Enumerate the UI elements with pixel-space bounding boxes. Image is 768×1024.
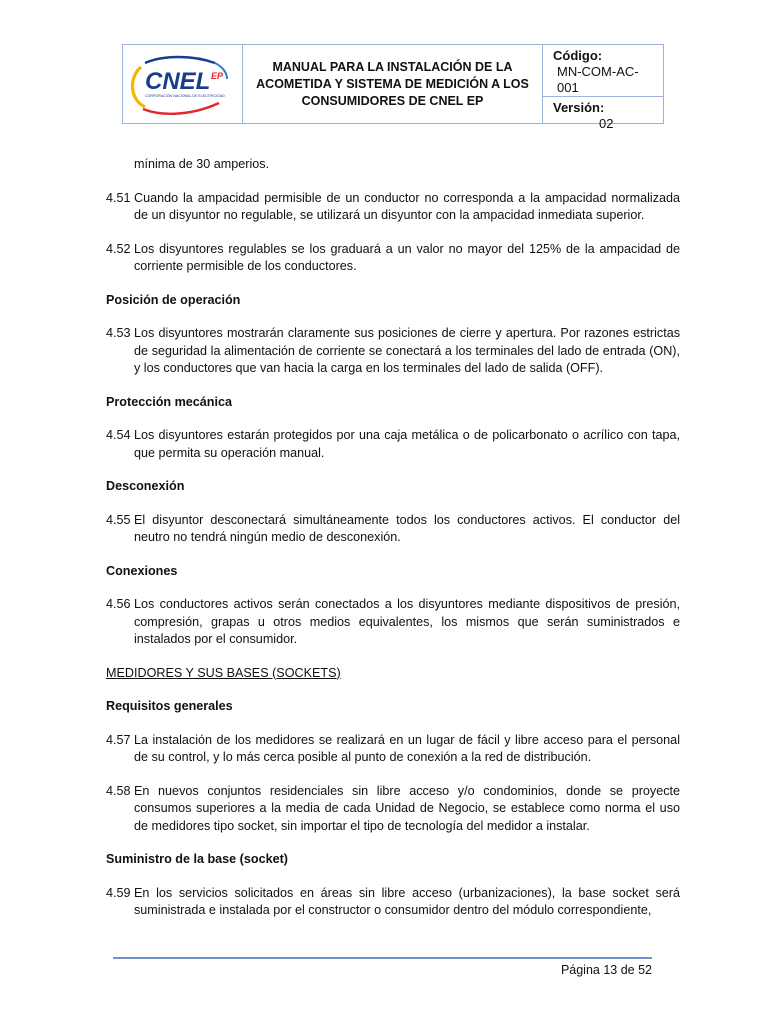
paragraph-number: 4.52 [106,241,131,256]
paragraph-text: La instalación de los medidores se realizará en un lugar de fácil y libre acceso para el personal de su control, y lo más cerca posible al punto de conexión a la red de distribución. [134,732,680,764]
paragraph-number: 4.55 [106,512,131,527]
document-body [106,156,680,936]
code-row [543,45,663,96]
document-header [122,44,664,131]
heading-proteccion: Protección mecánica [106,394,232,409]
cnel-logo [123,45,241,123]
heading-conexiones: Conexiones [106,563,178,578]
paragraph-text: Cuando la ampacidad permisible de un conductor no corresponda a la ampacidad normalizada de un disyuntor no regulable, se utilizará un disyuntor con la ampacidad inmediata superior. [134,190,680,222]
paragraph-text: Los disyuntores estarán protegidos por una caja metálica o de policarbonato o acrílico con tapa, que permita su operación manual. [134,428,680,460]
paragraph-4-52 [106,241,680,276]
code-value: MN-COM-AC-001 [557,64,639,95]
paragraph-number: 4.56 [106,597,131,611]
paragraph-4-56 [106,596,680,649]
paragraph-text: El disyuntor desconectará simultáneamente todos los conductores activos. El conductor del neutro no tendrá ningún medio de desconexión. [134,512,680,544]
version-label: Versión: [553,100,605,115]
paragraph-text: En nuevos conjuntos residenciales sin libre acceso y/o condominios, donde se proyecte consumos superiores a la media de cada Unidad de Negocio, se establece como norma el uso de medidores tipo socket, sin importar el tipo de tecnología del medidor a instalar. [134,783,680,833]
heading-suministro: Suministro de la base (socket) [106,852,288,866]
paragraph-text: En los servicios solicitados en áreas sin libre acceso (urbanizaciones), la base socket será suministrada e instalada por el constructor o consumidor dentro del módulo correspondiente, [134,885,680,917]
code-label: Código: [553,48,603,63]
paragraph-4-58 [106,783,680,836]
document-title [243,45,543,123]
heading-desconexion: Desconexión [106,479,185,493]
logo-cell [123,45,243,123]
logo-suffix: EP [211,71,224,81]
paragraph-4-55 [106,512,680,547]
paragraph-number: 4.57 [106,732,131,747]
paragraph-number: 4.59 [106,885,131,900]
document-meta [543,45,663,131]
paragraph-4-53 [106,325,680,378]
paragraph-text: Los conductores activos serán conectados a los disyuntores mediante dispositivos de presión, compresión, grapas u otros medios equivalentes, los mismos que serán suministrados e instalados por el consumidor. [134,597,680,646]
paragraph-4-51 [106,190,680,225]
paragraph-number: 4.58 [106,783,131,798]
document-title-text: MANUAL PARA LA INSTALACIÓN DE LA ACOMETIDA Y SISTEMA DE MEDICIÓN A LOS CONSUMIDORES DE CNEL EP [256,59,529,108]
paragraph-text: Los disyuntores regulables se los graduará a un valor no mayor del 125% de la ampacidad de corriente permisible de los conductores. [134,241,680,273]
page-number: Página 13 de 52 [560,963,652,977]
paragraph-4-59 [106,885,680,920]
paragraph-4-54 [106,427,680,462]
paragraph-number: 4.54 [106,428,131,442]
paragraph-continuation: mínima de 30 amperios. [134,157,270,171]
paragraph-4-57 [106,732,680,767]
version-row [543,96,663,132]
logo-tagline: CORPORACIÓN NACIONAL DE ELECTRICIDAD [145,94,225,98]
logo-text: CNEL [145,68,211,95]
section-title-medidores: MEDIDORES Y SUS BASES (SOCKETS) [106,665,341,680]
heading-posicion: Posición de operación [106,292,241,307]
footer-divider [113,957,652,959]
heading-requisitos: Requisitos generales [106,699,233,713]
paragraph-text: Los disyuntores mostrarán claramente sus posiciones de cierre y apertura. Por razones estrictas de seguridad la alimentación de corriente se conectará a los terminales del lado de entrada (ON), y los conductores que van hacia la carga en los terminales del lado de salida (OFF). [134,326,680,375]
version-value: 02 [599,116,614,131]
paragraph-number: 4.53 [106,326,131,340]
paragraph-number: 4.51 [106,190,131,205]
